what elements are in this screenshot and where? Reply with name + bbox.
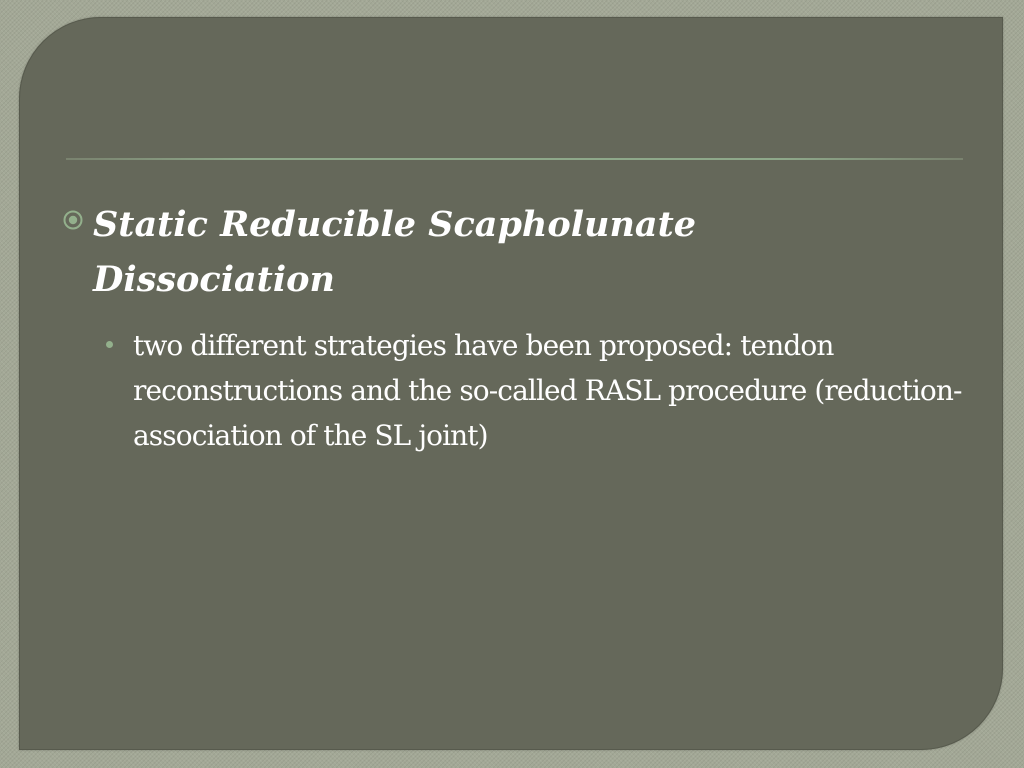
bullet-body-text: two different strategies have been proposed: tendon reconstructions and the so-called RASL procedure (reduction-association of the SL joint) [133, 329, 962, 452]
bullet-heading-text: Static Reducible Scapholunate Dissociation [93, 204, 697, 300]
circled-dot-bullet-icon [62, 209, 84, 231]
dot-bullet-icon [106, 341, 113, 348]
slide-panel [19, 17, 1003, 750]
title-divider-line [66, 158, 963, 160]
